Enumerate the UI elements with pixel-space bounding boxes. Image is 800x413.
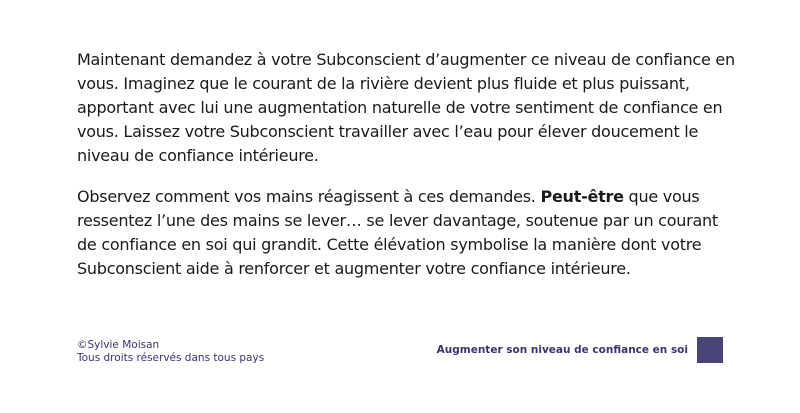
paragraph-2-emphasis: Peut-être xyxy=(540,187,624,206)
paragraph-2-start: Observez comment vos mains réagissent à ces demandes. xyxy=(77,187,541,206)
paragraph-2 xyxy=(77,185,737,281)
main-content xyxy=(77,48,737,281)
footer-copyright-block xyxy=(77,339,264,365)
copyright-text: ©Sylvie Moisan xyxy=(77,339,160,351)
paragraph-1: Maintenant demandez à votre Subconscient d’augmenter ce niveau de confiance en vous. Imaginez que le courant de la rivière devient plus fluide et plus puissant, apportant avec lui une augmentation naturelle de votre sentiment de confiance en vous. Laissez votre Subconscient travailler avec l’eau pour élever doucement le niveau de confiance intérieure. xyxy=(77,50,735,165)
brand-square xyxy=(697,337,723,363)
rights-text: Tous droits réservés dans tous pays xyxy=(77,352,265,364)
footer-title: Augmenter son niveau de confiance en soi xyxy=(436,344,688,356)
paragraph-2-end: que vous ressentez l’une des mains se lever… se lever davantage, soutenue par un courant de confiance en soi qui grandit. Cette élévation symbolise la manière dont votre Subconscient aide à renforcer et augmenter votre confiance intérieure. xyxy=(77,187,718,278)
